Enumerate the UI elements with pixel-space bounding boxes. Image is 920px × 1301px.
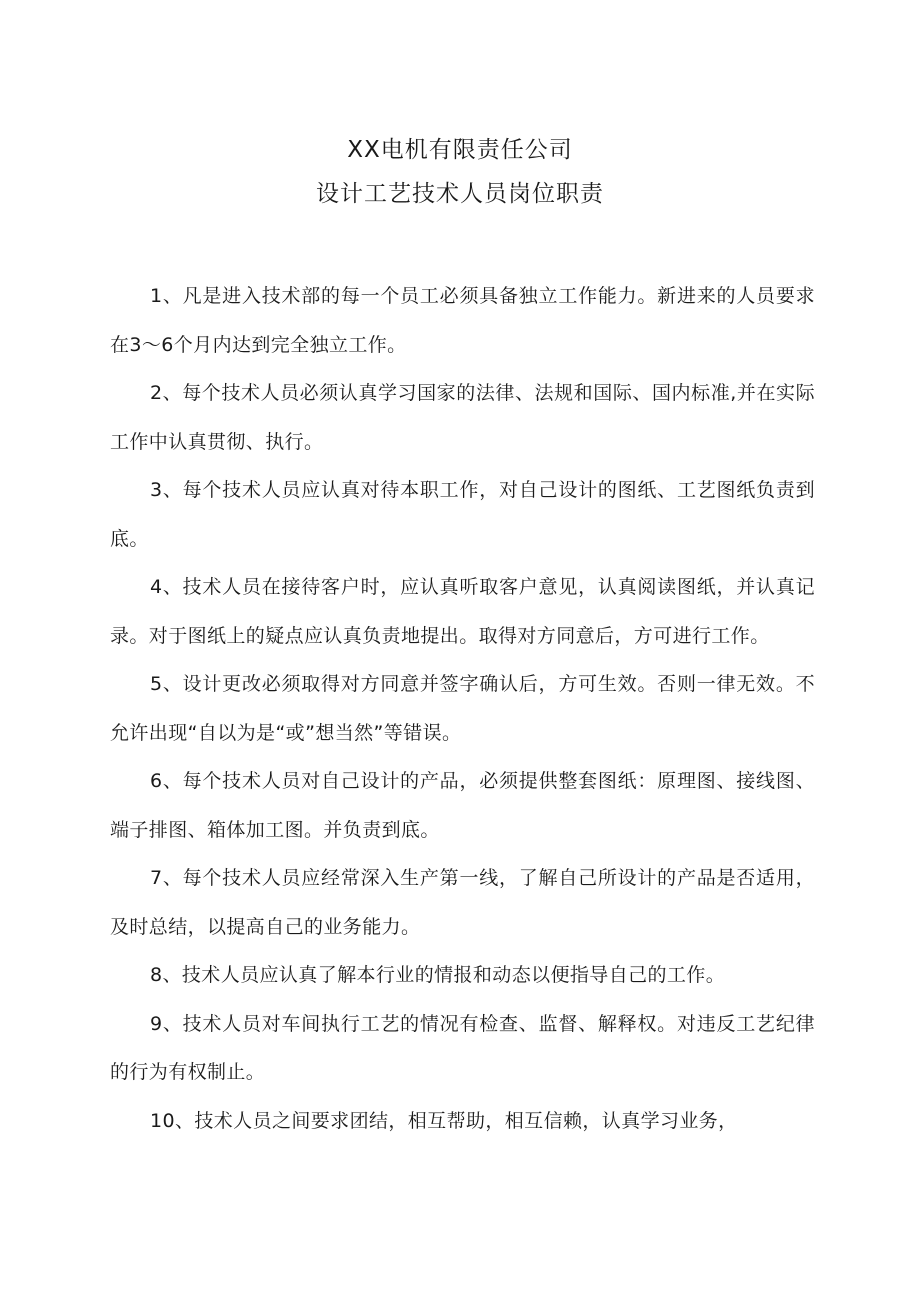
paragraph-9: 9、技术人员对车间执行工艺的情况有检查、监督、解释权。对违反工艺纪律的行为有权制止。 [110, 1012, 815, 1083]
paragraph-8: 8、技术人员应认真了解本行业的情报和动态以便指导自己的工作。 [150, 964, 726, 986]
paragraph-3: 3、每个技术人员应认真对待本职工作，对自己设计的图纸、工艺图纸负责到底。 [110, 479, 815, 550]
paragraph-5: 5、设计更改必须取得对方同意并签字确认后，方可生效。否则一律无效。不允许出现“自以为是“或”想当然”等错误。 [110, 673, 815, 744]
document-body [110, 272, 815, 1145]
paragraph-4: 4、技术人员在接待客户时，应认真听取客户意见，认真阅读图纸，并认真记录。对于图纸上的疑点应认真负责地提出。取得对方同意后，方可进行工作。 [110, 576, 815, 647]
company-title: XX电机有限责任公司 [347, 137, 573, 163]
paragraph-6: 6、每个技术人员对自己设计的产品，必须提供整套图纸：原理图、接线图、端子排图、箱体加工图。并负责到底。 [110, 770, 815, 841]
document-title: 设计工艺技术人员岗位职责 [316, 181, 604, 207]
paragraph-7: 7、每个技术人员应经常深入生产第一线，了解自己所设计的产品是否适用，及时总结，以提高自己的业务能力。 [110, 867, 815, 938]
paragraph-10: 10、技术人员之间要求团结，相互帮助，相互信赖，认真学习业务， [150, 1109, 738, 1132]
document-header [0, 128, 920, 216]
paragraph-2: 2、每个技术人员必须认真学习国家的法律、法规和国际、国内标准,并在实际工作中认真贯彻、执行。 [110, 382, 815, 453]
paragraph-1: 1、凡是进入技术部的每一个员工必须具备独立工作能力。新进来的人员要求在3～6个月内达到完全独立工作。 [110, 285, 815, 356]
